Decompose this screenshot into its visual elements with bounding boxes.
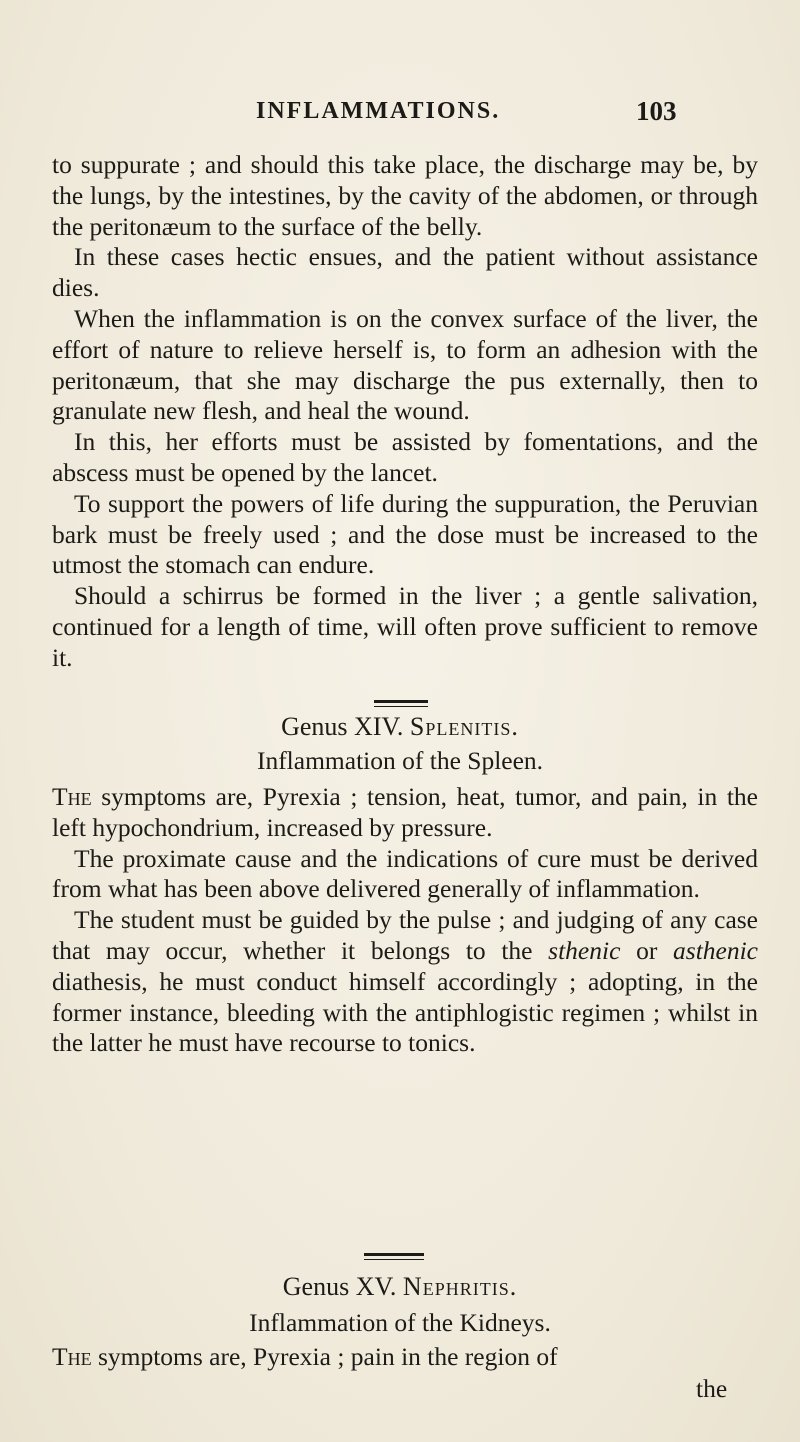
- initial-letter: T: [52, 782, 68, 811]
- paragraph: To support the powers of life during the suppuration, the Peruvian bark must be freely used ; and the dose must be increased to the utmost the stomach can endure.: [52, 488, 758, 580]
- genus-label: Genus XIV.: [281, 712, 404, 741]
- body-text-genus-xiv: [52, 782, 758, 1059]
- paragraph-text: symptoms are, Pyrexia ; tension, heat, tumor, and pain, in the left hypochondrium, increased by pressure.: [52, 782, 758, 842]
- italic-term: asthenic: [673, 935, 758, 965]
- paragraph: The proximate cause and the indications of cure must be derived from what has been above delivered generally of inflammation.: [52, 843, 758, 904]
- body-text-genus-xv: [52, 1342, 758, 1373]
- section-divider: [364, 1253, 424, 1256]
- paragraph-text: symptoms are, Pyrexia ; pain in the region of: [91, 1342, 558, 1371]
- initial-letter: T: [52, 1342, 68, 1371]
- genus-xiv-subtitle: Inflammation of the Spleen.: [256, 746, 544, 775]
- paragraph: When the inflammation is on the convex surface of the liver, the effort of nature to relieve herself is, to form an adhesion with the peritonæum, that she may discharge the pus externally, then to granulate new flesh, and heal the wound.: [52, 303, 758, 426]
- catchword: the: [696, 1374, 728, 1403]
- running-title: INFLAMMATIONS.: [256, 98, 501, 124]
- paragraph: In these cases hectic ensues, and the patient without assistance dies.: [52, 242, 758, 303]
- paragraph: In this, her efforts must be assisted by fomentations, and the abscess must be opened by the lancet.: [52, 427, 758, 487]
- paragraph: [52, 905, 758, 1059]
- paragraph-text: diathesis, he must conduct himself accordingly ; adopting, in the former instance, bleeding with the antiphlogistic regimen ; whilst in the latter he must have recourse to tonics.: [52, 966, 758, 1058]
- paragraph-text: or: [620, 935, 674, 965]
- paragraph: [52, 782, 758, 844]
- initial-word-rest: he: [67, 782, 92, 811]
- genus-xiv-heading: [0, 712, 800, 742]
- genus-name: Nephritis.: [402, 1272, 518, 1301]
- section-divider-thin: [374, 706, 428, 707]
- initial-word-rest: he: [67, 1342, 92, 1371]
- section-divider-thin: [364, 1259, 424, 1260]
- page-number: 103: [636, 96, 677, 126]
- genus-label: Genus XV.: [282, 1272, 397, 1301]
- paragraph: Should a schirrus be formed in the liver ; a gentle salivation, continued for a length of time, will often prove sufficient to remove it.: [52, 581, 758, 672]
- paragraph-text: The student must be guided by the pulse ; and judging of any case that may occur, whether it belongs to the: [52, 905, 758, 965]
- body-text-top: [52, 150, 758, 674]
- genus-xv-heading: [0, 1272, 800, 1302]
- italic-term: sthenic: [548, 935, 621, 965]
- genus-name: Splenitis.: [409, 712, 519, 741]
- running-head: [256, 96, 677, 132]
- paragraph: [52, 1342, 758, 1373]
- section-divider: [374, 700, 428, 703]
- genus-xv-subtitle: Inflammation of the Kidneys.: [249, 1308, 551, 1337]
- paragraph: to suppurate ; and should this take place, the discharge may be, by the lungs, by the intestines, by the cavity of the abdomen, or through the peritonæum to the surface of the belly.: [52, 150, 758, 241]
